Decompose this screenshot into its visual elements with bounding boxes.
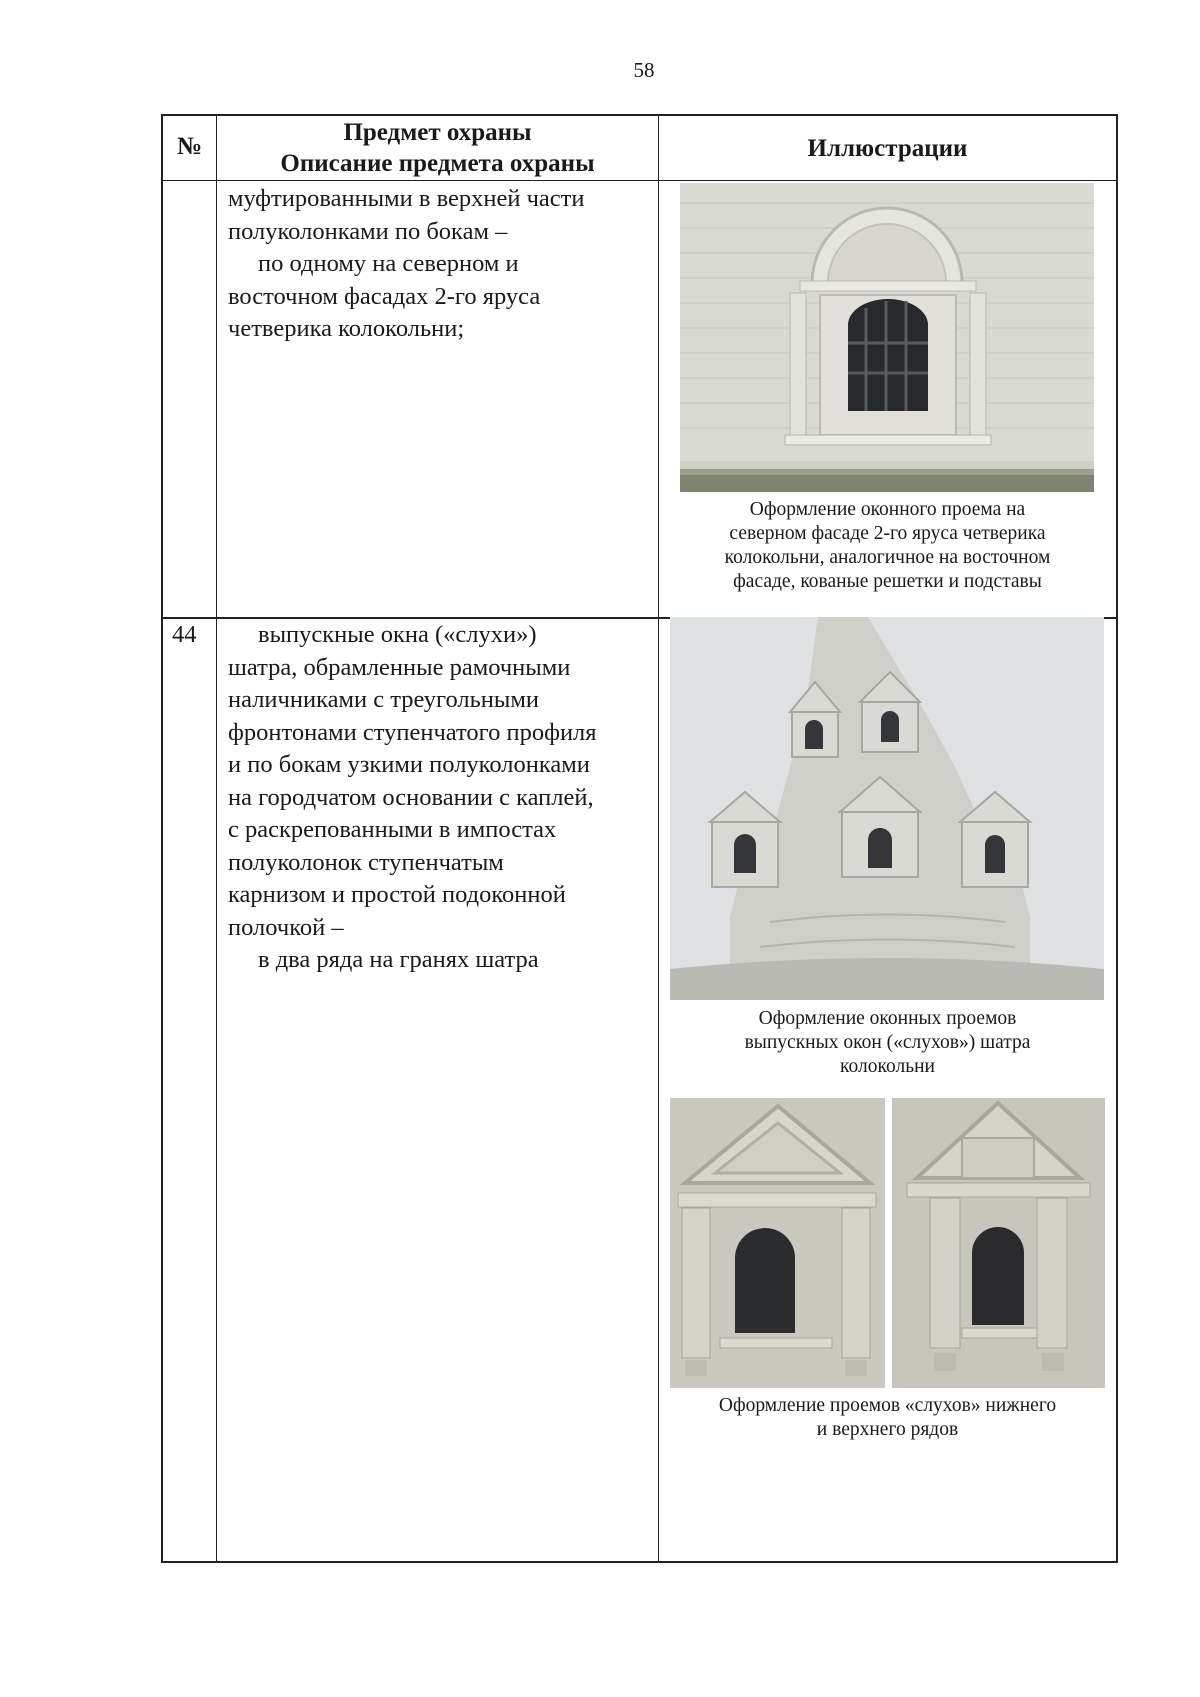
text-line: и по бокам узкими полуколонками	[228, 751, 590, 778]
table-col-rule-1	[216, 114, 217, 1563]
table-border-left	[161, 114, 163, 1563]
table-border-top	[161, 114, 1118, 116]
table-border-bottom	[161, 1561, 1118, 1563]
row-description	[228, 619, 597, 977]
text-line: в два ряда на гранях шатра	[258, 946, 539, 973]
caption-line: Оформление оконного проема на	[749, 499, 1026, 520]
caption-line: и верхнего рядов	[816, 1419, 959, 1440]
table-header-rule	[161, 180, 1118, 181]
caption-line: колокольни, аналогичное на восточном	[724, 547, 1051, 568]
photo-belfry-window	[680, 183, 1094, 492]
text-line: четверика колокольни;	[228, 315, 465, 342]
text-line: полуколонок ступенчатым	[228, 848, 504, 876]
caption-line: Оформление оконных проемов	[758, 1008, 1017, 1029]
text-line: выпускные окна («слухи»)	[258, 621, 537, 648]
header-number: №	[176, 133, 203, 160]
caption-line: фасаде, кованые решетки и подставы	[733, 571, 1042, 592]
photo-lower-row-window	[670, 1098, 885, 1388]
row-description	[228, 183, 584, 346]
text-line: шатра, обрамленные рамочными	[228, 653, 571, 681]
text-line: восточном фасадах 2-го яруса	[228, 282, 541, 310]
row-number: 44	[172, 621, 197, 648]
header-subject	[217, 117, 658, 179]
photo-tent-roof	[670, 617, 1104, 1000]
text-line: на городчатом основании с каплей,	[228, 783, 594, 811]
caption-line: северном фасаде 2-го яруса четверика	[729, 523, 1046, 544]
caption-line: Оформление проемов «слухов» нижнего	[718, 1395, 1057, 1416]
text-line: фронтонами ступенчатого профиля	[228, 718, 597, 746]
text-line: с раскрепованными в импостах	[228, 816, 557, 843]
photo-upper-row-window	[892, 1098, 1105, 1388]
text-line: по одному на северном и	[258, 250, 519, 277]
table-border-right	[1116, 114, 1118, 1563]
header-subject-title: Предмет охраны	[343, 119, 532, 146]
photo-caption	[659, 1394, 1116, 1442]
header-subject-description: Описание предмета охраны	[280, 150, 595, 177]
text-line: полочкой –	[228, 913, 344, 941]
text-line: муфтированными в верхней части	[228, 185, 585, 212]
text-line: наличниками с треугольными	[228, 686, 539, 713]
header-illustrations: Иллюстрации	[807, 135, 968, 162]
page-number: 58	[633, 58, 655, 82]
table-col-rule-2	[658, 114, 659, 1563]
caption-line: колокольни	[840, 1056, 935, 1077]
text-line: полуколонками по бокам –	[228, 217, 508, 245]
text-line: карнизом и простой подоконной	[228, 881, 566, 908]
photo-caption	[659, 1007, 1116, 1079]
caption-line: выпускных окон («слухов») шатра	[744, 1032, 1031, 1053]
photo-caption	[659, 498, 1116, 594]
